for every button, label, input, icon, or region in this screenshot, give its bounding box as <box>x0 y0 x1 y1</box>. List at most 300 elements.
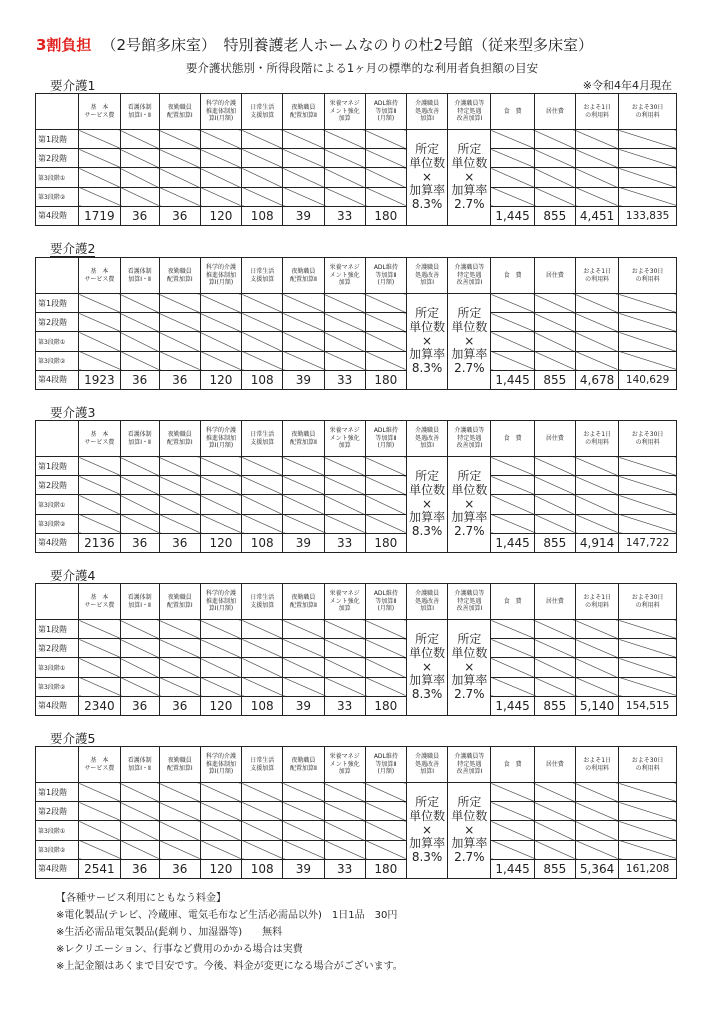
not-applicable-cell <box>79 620 120 639</box>
income-stage-label: 第3段階② <box>36 514 79 533</box>
not-applicable-cell <box>242 783 283 802</box>
not-applicable-cell <box>200 495 241 514</box>
table-header-row <box>36 421 677 457</box>
column-header: 栄養マネジ メント強化 加算 <box>324 94 365 130</box>
column-header: 食 費 <box>491 584 534 620</box>
not-applicable-cell <box>365 294 406 313</box>
table-row <box>36 677 677 696</box>
not-applicable-cell <box>200 168 241 187</box>
column-header: 夜勤職員 配置加算Ⅰ <box>159 94 200 130</box>
column-header: 居住費 <box>534 94 575 130</box>
table-row <box>36 313 677 332</box>
not-applicable-cell <box>575 821 618 840</box>
column-header: 食 費 <box>491 94 534 130</box>
not-applicable-cell <box>283 313 324 332</box>
not-applicable-cell <box>242 658 283 677</box>
column-header: 介護職員 処遇改善 加算Ⅰ <box>406 584 447 620</box>
not-applicable-cell <box>365 168 406 187</box>
column-header: 日常生活 支援加算 <box>242 584 283 620</box>
not-applicable-cell <box>619 168 677 187</box>
column-header: 夜勤職員 配置加算Ⅱ <box>283 747 324 783</box>
not-applicable-cell <box>491 783 534 802</box>
not-applicable-cell <box>534 476 575 495</box>
not-applicable-cell <box>79 294 120 313</box>
column-header: 基 本 サービス費 <box>79 258 120 294</box>
not-applicable-cell <box>159 476 200 495</box>
not-applicable-cell <box>491 351 534 370</box>
column-header: 介護職員 処遇改善 加算Ⅰ <box>406 747 447 783</box>
not-applicable-cell <box>491 313 534 332</box>
income-stage-label: 第4段階 <box>36 859 79 878</box>
not-applicable-cell <box>575 658 618 677</box>
not-applicable-cell <box>365 495 406 514</box>
not-applicable-cell <box>159 187 200 206</box>
not-applicable-cell <box>534 514 575 533</box>
column-header: 日常生活 支援加算 <box>242 94 283 130</box>
not-applicable-cell <box>491 457 534 476</box>
fee-value-cell: 36 <box>159 206 200 225</box>
not-applicable-cell <box>324 514 365 533</box>
not-applicable-cell <box>120 821 159 840</box>
column-header: 居住費 <box>534 584 575 620</box>
column-header: およそ1日 の利用料 <box>575 584 618 620</box>
not-applicable-cell <box>120 658 159 677</box>
column-header: 看護体制 加算Ⅰ・Ⅱ <box>120 584 159 620</box>
not-applicable-cell <box>491 294 534 313</box>
income-stage-label: 第3段階① <box>36 168 79 187</box>
not-applicable-cell <box>534 130 575 149</box>
fee-value-cell: 180 <box>365 370 406 389</box>
table-header-row <box>36 747 677 783</box>
not-applicable-cell <box>200 476 241 495</box>
column-header: 栄養マネジ メント強化 加算 <box>324 258 365 294</box>
column-header: 基 本 サービス費 <box>79 584 120 620</box>
not-applicable-cell <box>200 294 241 313</box>
not-applicable-cell <box>79 514 120 533</box>
not-applicable-cell <box>283 658 324 677</box>
not-applicable-cell <box>534 677 575 696</box>
not-applicable-cell <box>534 149 575 168</box>
fee-value-cell: 140,629 <box>619 370 677 389</box>
fee-value-cell: 108 <box>242 859 283 878</box>
fee-value-cell: 36 <box>120 859 159 878</box>
not-applicable-cell <box>79 149 120 168</box>
not-applicable-cell <box>619 332 677 351</box>
not-applicable-cell <box>242 130 283 149</box>
income-stage-label: 第4段階 <box>36 696 79 715</box>
income-stage-label: 第3段階② <box>36 840 79 859</box>
table-row <box>36 859 677 878</box>
header-corner-cell <box>36 584 79 620</box>
income-stage-label: 第4段階 <box>36 206 79 225</box>
not-applicable-cell <box>534 457 575 476</box>
not-applicable-cell <box>79 495 120 514</box>
not-applicable-cell <box>575 294 618 313</box>
not-applicable-cell <box>575 130 618 149</box>
not-applicable-cell <box>365 351 406 370</box>
income-stage-label: 第2段階 <box>36 149 79 168</box>
notes-section <box>56 890 403 975</box>
not-applicable-cell <box>534 294 575 313</box>
not-applicable-cell <box>619 840 677 859</box>
not-applicable-cell <box>575 332 618 351</box>
income-stage-label: 第3段階① <box>36 332 79 351</box>
not-applicable-cell <box>283 620 324 639</box>
care-level-label-text: 要介護2 <box>50 241 96 256</box>
not-applicable-cell <box>120 495 159 514</box>
not-applicable-cell <box>159 130 200 149</box>
fee-value-cell: 120 <box>200 370 241 389</box>
not-applicable-cell <box>79 677 120 696</box>
not-applicable-cell <box>575 620 618 639</box>
not-applicable-cell <box>242 187 283 206</box>
column-header: 夜勤職員 配置加算Ⅰ <box>159 584 200 620</box>
not-applicable-cell <box>120 476 159 495</box>
not-applicable-cell <box>619 313 677 332</box>
table-row <box>36 149 677 168</box>
not-applicable-cell <box>159 639 200 658</box>
fee-value-cell: 147,722 <box>619 533 677 552</box>
fee-value-cell: 108 <box>242 533 283 552</box>
fee-table <box>35 746 677 879</box>
not-applicable-cell <box>120 802 159 821</box>
not-applicable-cell <box>283 332 324 351</box>
not-applicable-cell <box>365 821 406 840</box>
fee-value-cell: 5,364 <box>575 859 618 878</box>
not-applicable-cell <box>575 840 618 859</box>
not-applicable-cell <box>365 783 406 802</box>
care-staff-improvement-rate: 所定 単位数 × 加算率 8.3% <box>406 457 447 553</box>
not-applicable-cell <box>491 821 534 840</box>
column-header: 日常生活 支援加算 <box>242 747 283 783</box>
not-applicable-cell <box>575 495 618 514</box>
not-applicable-cell <box>79 476 120 495</box>
not-applicable-cell <box>159 783 200 802</box>
not-applicable-cell <box>200 332 241 351</box>
table-row <box>36 821 677 840</box>
note-line: ※電化製品(テレビ、冷蔵庫、電気毛布など生活必需品以外) 1日1品 30円 <box>56 910 398 921</box>
care-level-label-text: 要介護1 <box>50 78 96 93</box>
column-header: 日常生活 支援加算 <box>242 258 283 294</box>
not-applicable-cell <box>159 658 200 677</box>
fee-table <box>35 93 677 226</box>
not-applicable-cell <box>324 783 365 802</box>
not-applicable-cell <box>120 514 159 533</box>
not-applicable-cell <box>283 495 324 514</box>
not-applicable-cell <box>534 620 575 639</box>
not-applicable-cell <box>159 332 200 351</box>
fee-value-cell: 33 <box>324 696 365 715</box>
not-applicable-cell <box>324 639 365 658</box>
column-header: 食 費 <box>491 421 534 457</box>
fee-value-cell: 39 <box>283 533 324 552</box>
not-applicable-cell <box>365 187 406 206</box>
income-stage-label: 第2段階 <box>36 802 79 821</box>
not-applicable-cell <box>491 840 534 859</box>
notes-heading: 【各種サービス利用にともなう料金】 <box>56 893 226 904</box>
not-applicable-cell <box>491 130 534 149</box>
fee-value-cell: 180 <box>365 533 406 552</box>
not-applicable-cell <box>324 313 365 332</box>
not-applicable-cell <box>242 168 283 187</box>
not-applicable-cell <box>159 620 200 639</box>
not-applicable-cell <box>491 495 534 514</box>
not-applicable-cell <box>120 187 159 206</box>
not-applicable-cell <box>491 187 534 206</box>
not-applicable-cell <box>324 476 365 495</box>
as-of-date: ※令和4年4月現在 <box>582 79 672 92</box>
column-header: およそ30日 の利用料 <box>619 747 677 783</box>
income-stage-label: 第3段階② <box>36 677 79 696</box>
not-applicable-cell <box>324 840 365 859</box>
not-applicable-cell <box>283 802 324 821</box>
not-applicable-cell <box>365 476 406 495</box>
table-row <box>36 802 677 821</box>
not-applicable-cell <box>242 351 283 370</box>
not-applicable-cell <box>283 351 324 370</box>
column-header: 夜勤職員 配置加算Ⅱ <box>283 421 324 457</box>
not-applicable-cell <box>491 332 534 351</box>
care-level-label <box>50 403 95 421</box>
table-row <box>36 294 677 313</box>
income-stage-label: 第1段階 <box>36 130 79 149</box>
burden-rate-label: 3割負担 <box>36 36 92 54</box>
not-applicable-cell <box>120 620 159 639</box>
not-applicable-cell <box>120 130 159 149</box>
not-applicable-cell <box>619 187 677 206</box>
not-applicable-cell <box>242 802 283 821</box>
not-applicable-cell <box>365 313 406 332</box>
table-row <box>36 187 677 206</box>
fee-value-cell: 36 <box>159 533 200 552</box>
not-applicable-cell <box>324 620 365 639</box>
table-row <box>36 783 677 802</box>
column-header: ADL維持 等加算Ⅱ (月額) <box>365 94 406 130</box>
income-stage-label: 第1段階 <box>36 457 79 476</box>
table-row <box>36 514 677 533</box>
not-applicable-cell <box>534 187 575 206</box>
not-applicable-cell <box>365 332 406 351</box>
not-applicable-cell <box>242 639 283 658</box>
not-applicable-cell <box>575 187 618 206</box>
fee-value-cell: 36 <box>159 696 200 715</box>
column-header: およそ30日 の利用料 <box>619 421 677 457</box>
table-row <box>36 533 677 552</box>
not-applicable-cell <box>619 802 677 821</box>
not-applicable-cell <box>365 457 406 476</box>
table-row <box>36 206 677 225</box>
not-applicable-cell <box>200 821 241 840</box>
fee-value-cell: 1,445 <box>491 859 534 878</box>
not-applicable-cell <box>200 677 241 696</box>
table-row <box>36 332 677 351</box>
not-applicable-cell <box>491 620 534 639</box>
not-applicable-cell <box>619 130 677 149</box>
column-header: 介護職員等 特定処遇 改善加算Ⅰ <box>448 421 491 457</box>
column-header: 夜勤職員 配置加算Ⅰ <box>159 258 200 294</box>
income-stage-label: 第3段階① <box>36 658 79 677</box>
not-applicable-cell <box>534 313 575 332</box>
fee-value-cell: 120 <box>200 859 241 878</box>
column-header: 栄養マネジ メント強化 加算 <box>324 747 365 783</box>
fee-value-cell: 39 <box>283 370 324 389</box>
not-applicable-cell <box>79 639 120 658</box>
income-stage-label: 第4段階 <box>36 533 79 552</box>
not-applicable-cell <box>242 476 283 495</box>
fee-value-cell: 1,445 <box>491 533 534 552</box>
not-applicable-cell <box>120 313 159 332</box>
fee-value-cell: 108 <box>242 696 283 715</box>
column-header: 基 本 サービス費 <box>79 421 120 457</box>
not-applicable-cell <box>491 802 534 821</box>
not-applicable-cell <box>242 821 283 840</box>
fee-value-cell: 2541 <box>79 859 120 878</box>
column-header: 科学的介護 推進体制加 算Ⅰ(月額) <box>200 94 241 130</box>
not-applicable-cell <box>120 783 159 802</box>
not-applicable-cell <box>200 313 241 332</box>
not-applicable-cell <box>120 168 159 187</box>
care-level-label <box>50 76 95 94</box>
fee-table <box>35 583 677 716</box>
not-applicable-cell <box>120 332 159 351</box>
not-applicable-cell <box>491 658 534 677</box>
not-applicable-cell <box>575 351 618 370</box>
not-applicable-cell <box>79 187 120 206</box>
not-applicable-cell <box>365 840 406 859</box>
fee-value-cell: 4,451 <box>575 206 618 225</box>
not-applicable-cell <box>619 677 677 696</box>
fee-value-cell: 33 <box>324 370 365 389</box>
not-applicable-cell <box>575 802 618 821</box>
facility-title: （2号館多床室） 特別養護老人ホームなのりの杜2号館（従来型多床室） <box>101 36 594 54</box>
not-applicable-cell <box>324 149 365 168</box>
fee-value-cell: 1,445 <box>491 206 534 225</box>
not-applicable-cell <box>79 351 120 370</box>
fee-value-cell: 2136 <box>79 533 120 552</box>
not-applicable-cell <box>534 821 575 840</box>
income-stage-label: 第3段階① <box>36 821 79 840</box>
not-applicable-cell <box>283 639 324 658</box>
not-applicable-cell <box>242 620 283 639</box>
column-header: 居住費 <box>534 421 575 457</box>
care-level-label-text: 要介護3 <box>50 405 96 420</box>
not-applicable-cell <box>79 658 120 677</box>
not-applicable-cell <box>619 620 677 639</box>
not-applicable-cell <box>534 840 575 859</box>
not-applicable-cell <box>534 802 575 821</box>
not-applicable-cell <box>159 351 200 370</box>
column-header: 夜勤職員 配置加算Ⅱ <box>283 258 324 294</box>
income-stage-label: 第1段階 <box>36 783 79 802</box>
column-header: 介護職員等 特定処遇 改善加算Ⅰ <box>448 747 491 783</box>
fee-value-cell: 855 <box>534 206 575 225</box>
care-level-label <box>50 729 95 747</box>
not-applicable-cell <box>324 168 365 187</box>
not-applicable-cell <box>534 495 575 514</box>
care-staff-improvement-rate: 所定 単位数 × 加算率 8.3% <box>406 620 447 716</box>
not-applicable-cell <box>365 639 406 658</box>
not-applicable-cell <box>200 620 241 639</box>
not-applicable-cell <box>324 187 365 206</box>
not-applicable-cell <box>283 149 324 168</box>
not-applicable-cell <box>619 457 677 476</box>
fee-table <box>35 420 677 553</box>
not-applicable-cell <box>242 457 283 476</box>
not-applicable-cell <box>283 294 324 313</box>
fee-table <box>35 257 677 390</box>
income-stage-label: 第3段階② <box>36 351 79 370</box>
note-line: ※上記金額はあくまで目安です。今後、料金が変更になる場合がございます。 <box>56 961 403 972</box>
not-applicable-cell <box>200 840 241 859</box>
not-applicable-cell <box>324 495 365 514</box>
not-applicable-cell <box>575 149 618 168</box>
column-header: 夜勤職員 配置加算Ⅱ <box>283 584 324 620</box>
table-header-row <box>36 584 677 620</box>
column-header: 介護職員等 特定処遇 改善加算Ⅰ <box>448 584 491 620</box>
not-applicable-cell <box>534 639 575 658</box>
column-header: 食 費 <box>491 258 534 294</box>
not-applicable-cell <box>534 783 575 802</box>
column-header: 介護職員等 特定処遇 改善加算Ⅰ <box>448 258 491 294</box>
column-header: 看護体制 加算Ⅰ・Ⅱ <box>120 258 159 294</box>
not-applicable-cell <box>200 658 241 677</box>
fee-value-cell: 1923 <box>79 370 120 389</box>
not-applicable-cell <box>324 658 365 677</box>
fee-value-cell: 120 <box>200 533 241 552</box>
fee-value-cell: 36 <box>120 206 159 225</box>
not-applicable-cell <box>534 168 575 187</box>
fee-value-cell: 36 <box>120 370 159 389</box>
not-applicable-cell <box>120 351 159 370</box>
not-applicable-cell <box>159 149 200 168</box>
not-applicable-cell <box>619 495 677 514</box>
fee-value-cell: 180 <box>365 206 406 225</box>
care-staff-improvement-rate: 所定 単位数 × 加算率 8.3% <box>406 783 447 879</box>
note-line: ※レクリエーション、行事など費用のかかる場合は実費 <box>56 944 303 955</box>
column-header: 基 本 サービス費 <box>79 747 120 783</box>
table-row <box>36 495 677 514</box>
table-row <box>36 696 677 715</box>
column-header: 夜勤職員 配置加算Ⅰ <box>159 421 200 457</box>
not-applicable-cell <box>242 332 283 351</box>
fee-value-cell: 855 <box>534 696 575 715</box>
not-applicable-cell <box>619 351 677 370</box>
not-applicable-cell <box>283 187 324 206</box>
table-row <box>36 351 677 370</box>
not-applicable-cell <box>575 677 618 696</box>
not-applicable-cell <box>619 821 677 840</box>
fee-value-cell: 4,678 <box>575 370 618 389</box>
not-applicable-cell <box>159 677 200 696</box>
not-applicable-cell <box>200 187 241 206</box>
fee-value-cell: 133,835 <box>619 206 677 225</box>
not-applicable-cell <box>242 514 283 533</box>
fee-value-cell: 180 <box>365 696 406 715</box>
not-applicable-cell <box>619 294 677 313</box>
not-applicable-cell <box>365 130 406 149</box>
fee-value-cell: 180 <box>365 859 406 878</box>
not-applicable-cell <box>120 677 159 696</box>
column-header: 居住費 <box>534 747 575 783</box>
fee-value-cell: 1719 <box>79 206 120 225</box>
fee-value-cell: 2340 <box>79 696 120 715</box>
table-row <box>36 620 677 639</box>
income-stage-label: 第3段階① <box>36 495 79 514</box>
note-line: ※生活必需品電気製品(髭剃り、加湿器等) 無料 <box>56 927 283 938</box>
column-header: 科学的介護 推進体制加 算Ⅰ(月額) <box>200 421 241 457</box>
not-applicable-cell <box>159 294 200 313</box>
income-stage-label: 第1段階 <box>36 620 79 639</box>
